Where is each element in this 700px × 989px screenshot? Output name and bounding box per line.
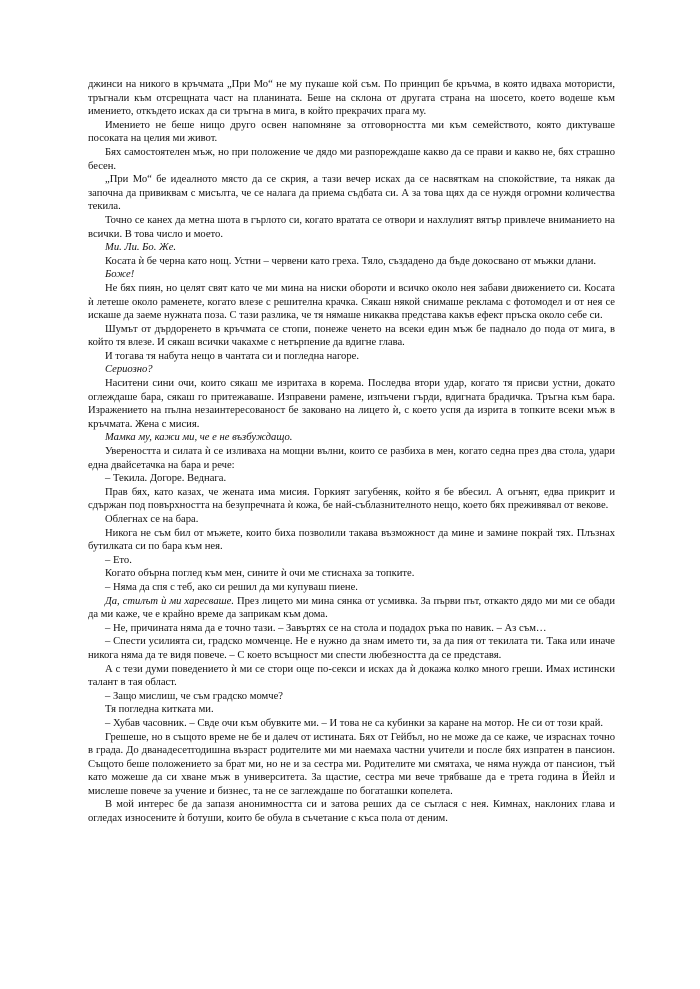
- paragraph: Тя погледна китката ми.: [105, 704, 214, 716]
- paragraph: Точно се канех да метна шота в гърлото си, когато вратата се отвори и нахлулият вятър привлече вниманието на всички. В това число и моето.: [88, 214, 615, 240]
- dialogue-line: – Спести усилията си, градско момченце. Не е нужно да знам името ти, за да пия от текилата ти. Така или иначе никога няма да те видя повече. – С което всъщност ми спести любезността да се представя.: [88, 636, 615, 661]
- paragraph: „При Мо“ бе идеалното място да се скрия, а тази вечер исках да се насвяткам на спокойствие, та някак да започна да привиквам с мисълта, че се налага да приема съдбата си. А за това щях да се нуждя огромни количества текила.: [88, 174, 615, 213]
- dialogue-line: – Няма да спя с теб, ако си решил да ми купуваш пиене.: [105, 581, 358, 593]
- italic-thought: Ми. Ли. Бо. Же.: [105, 242, 177, 254]
- italic-thought: Мамка му, кажи ми, че е не възбуждащо.: [105, 432, 293, 444]
- italic-thought: Сериозно?: [105, 364, 153, 376]
- paragraph: Не бях пиян, но целят свят като че ми мина на ниски обороти и всичко около нея забави движението си. Косата ѝ летеше около раменете, когато влезе с решителна крачка. Сякаш някой снимаше реклама с фотомодел и от нея се искаше да заеме нужната поза. С тази разлика, че тя нямаше никаква представа какъв ефект пръска около себе си.: [88, 282, 615, 322]
- italic-thought: Боже!: [105, 269, 135, 281]
- book-page: [88, 78, 615, 826]
- paragraph: Прав бях, като казах, че жената има мисия. Горкият загубеняк, който я бе вбесил. А огънят, едва прикрит и сдържан под повърхността на безупречната ѝ кожа, бе най-съблазнителното нещо, което бях преживявал от векове.: [88, 486, 615, 512]
- italic-thought: Да, стилът ѝ ми харесваше.: [105, 595, 234, 607]
- dialogue-line: – Защо мислиш, че съм градско момче?: [105, 690, 283, 702]
- dialogue-line: – Текила. Догоре. Веднага.: [105, 473, 227, 485]
- paragraph: Бях самостоятелен мъж, но при положение че дядо ми разпореждаше какво да се прави и какво не, бях страшно бесен.: [88, 146, 615, 172]
- paragraph: И тогава тя набута нещо в чантата си и погледна нагоре.: [105, 350, 360, 362]
- paragraph: [88, 595, 615, 622]
- dialogue-line: – Хубав часовник. – Свде очи към обувките ми. – И това не са кубинки за каране на мотор. Не си от този край.: [105, 717, 604, 729]
- paragraph: Никога не съм бил от мъжете, които биха позволили такава възможност да мине и замине покрай тях. Плъзнах бутилката си по бара към нея.: [88, 527, 615, 553]
- paragraph: Когато обърна поглед към мен, сините ѝ очи ме стиснаха за топките.: [105, 568, 415, 580]
- paragraph: Имението не беше нищо друго освен напомняне за отговорността ми към семейството, която диктуваше посоката на целия ми живот.: [88, 119, 615, 145]
- paragraph: Шумът от дърдоренето в кръчмата се стопи, понеже ченето на всеки един мъж бе паднало до пода от мига, в който тя влезе. И сякаш всички чакахме с нетърпение да вдигне глава.: [88, 323, 615, 349]
- paragraph: Грешеше, но в същото време не бе и далеч от истината. Бях от Гейбъл, но не може да се каже, че израснах точно в града. До дванадесетгодишна възраст родителите ми ми наемаха частни учители и после бях изпратен в пансион. Същото беше положението за брат ми, но не и за сестра ми. Родителите ми смятаха, че няма нужда от пансион, тъй като можеше да си хване мъж в университета. За щастие, сестра ми вече трябваше да е трета година в Йейл и мислеше повече за учение и бизнес, та не се заглеждаше по богаташки копелета.: [88, 731, 615, 797]
- dialogue-line: – Ето.: [105, 554, 132, 566]
- paragraph: Косата ѝ бе черна като нощ. Устни – червени като греха. Тяло, създадено да бъде докосвано от мъжки длани.: [105, 255, 597, 267]
- paragraph: джинси на никого в кръчмата „При Мо“ не му пукаше кой съм. По принцип бе кръчма, в която идваха мотористи, тръгнали към отсрещната част на планината. Беше на склона от другата страна на шосето, което водеше към имението, откъдето исках да си тръгна в мига, в който прекрачих прага му.: [88, 79, 615, 118]
- paragraph: Облегнах се на бара.: [105, 514, 199, 525]
- paragraph: А с тези думи поведението ѝ ми се стори още по-секси и исках да ѝ докажа колко много греши. Имах истински талант в тая област.: [88, 663, 615, 689]
- paragraph: Увереността и силата ѝ се изливаха на мощни вълни, които се разбиха в мен, когато седна през два стола, удари една двайсетачка на бара и рече:: [88, 446, 615, 471]
- paragraph: В мой интерес бе да запазя анонимността си и затова реших да се съглася с нея. Кимнах, наклоних глава и огледах износените ѝ ботуши, които бе обула в съчетание с къса пола от деним.: [88, 799, 615, 825]
- paragraph-rest: През лицето ми мина сянка от усмивка. За първи път, откакто дядо ми ми се обади да ми каже, че е крайно време да заприкам към дома.: [88, 595, 615, 621]
- dialogue-line: – Не, причината няма да е точно тази. – Завъртях се на стола и подадох ръка по навик. – Аз съм…: [105, 622, 547, 634]
- paragraph: Наситени сини очи, които сякаш ме изритаха в корема. Последва втори удар, когато тя присви устни, докато оглеждаше бара, сякаш го притежаваше. Изправени рамене, изпъчени гърди, вдигната брадичка. Тръгна към бара. Изражението на пълна незаинтересованост бе заковано на лицето ѝ, с което успя да изрита в топките всеки мъж в кръчмата. Жена с мисия.: [88, 378, 615, 430]
